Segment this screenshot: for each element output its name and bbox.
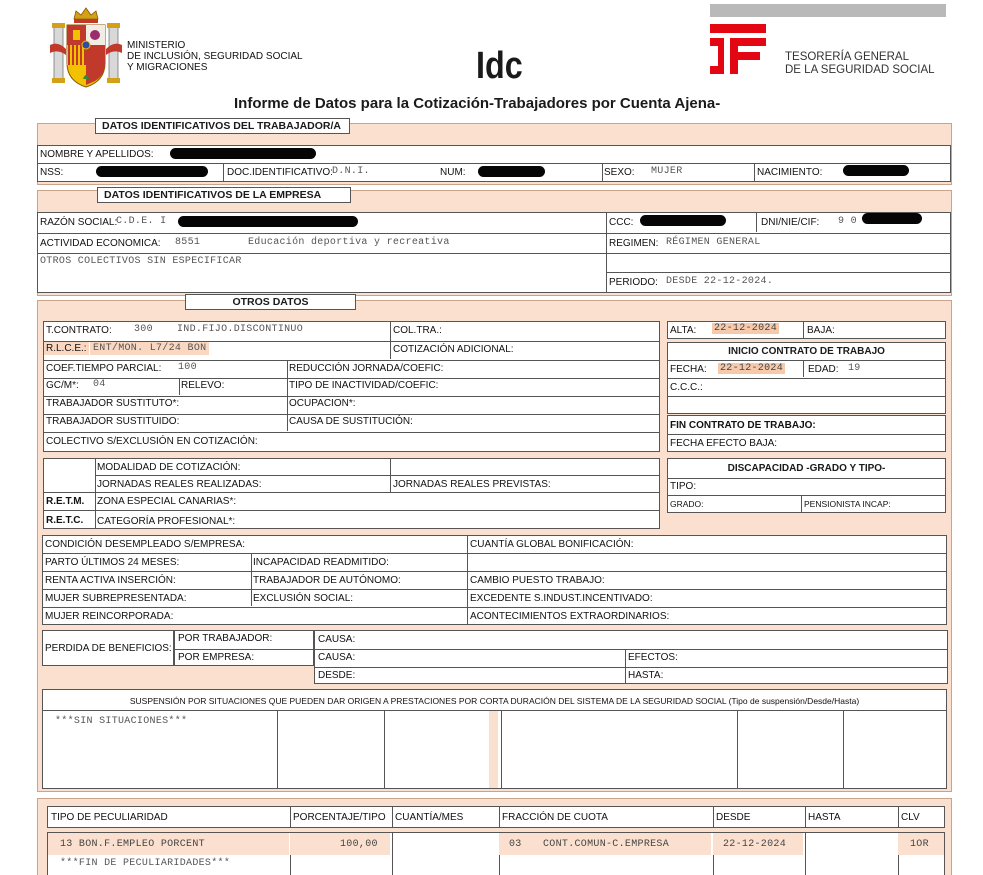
rlce-label: R.L.C.E.:	[46, 343, 87, 354]
regimen-value: RÉGIMEN GENERAL	[666, 237, 761, 248]
mujer-reinc-label: MUJER REINCORPORADA:	[45, 611, 174, 622]
actividad-code: 8551	[175, 237, 201, 248]
categoria-label: CATEGORÍA PROFESIONAL*:	[97, 516, 236, 527]
suspension-gap	[489, 711, 498, 788]
redacted-num	[478, 166, 545, 177]
row-desde: 22-12-2024	[723, 839, 787, 850]
redacted-nss	[96, 166, 208, 177]
top-gray-bar	[710, 4, 946, 17]
col-cuantia-header: CUANTÍA/MES	[395, 812, 464, 823]
tgss-logo-icon	[710, 24, 768, 74]
empresa-section-title: DATOS IDENTIFICATIVOS DE LA EMPRESA	[97, 187, 351, 203]
incap-readmitido-label: INCAPACIDAD READMITIDO:	[253, 557, 389, 568]
ministry-line-3: Y MIGRACIONES	[127, 62, 208, 73]
sexo-label: SEXO:	[604, 167, 635, 178]
cuantia-global-label: CUANTÍA GLOBAL BONIFICACIÓN:	[470, 539, 634, 550]
gcm-label: GC/M*:	[46, 380, 79, 391]
col-hasta-header: HASTA	[808, 812, 841, 823]
cond-desempleado-label: CONDICIÓN DESEMPLEADO S/EMPRESA:	[45, 539, 246, 550]
relevo-label: RELEVO:	[181, 380, 225, 391]
num-label: NUM:	[440, 167, 466, 178]
exclusion-social-label: EXCLUSIÓN SOCIAL:	[253, 593, 354, 604]
document-subtitle: Informe de Datos para la Cotización-Trabajadores por Cuenta Ajena-	[234, 95, 721, 112]
cambio-puesto-label: CAMBIO PUESTO TRABAJO:	[470, 575, 605, 586]
ministry-line-2: DE INCLUSIÓN, SEGURIDAD SOCIAL	[127, 51, 303, 62]
ocupacion-label: OCUPACION*:	[289, 398, 356, 409]
colectivo-exclusion-label: COLECTIVO S/EXCLUSIÓN EN COTIZACIÓN:	[46, 436, 258, 447]
alta-value: 22-12-2024	[714, 323, 778, 334]
fecha-value: 22-12-2024	[720, 363, 784, 374]
causa-emp-label: CAUSA:	[318, 652, 356, 663]
parto-label: PARTO ÚLTIMOS 24 MESES:	[45, 557, 180, 568]
doc-value: D.N.I.	[332, 166, 370, 177]
redacted-ccc	[640, 215, 726, 226]
discapacidad-title: DISCAPACIDAD -GRADO Y TIPO-	[727, 463, 886, 474]
jornadas-realizadas-label: JORNADAS REALES REALIZADAS:	[97, 479, 262, 490]
tgss-name	[785, 51, 935, 77]
actividad-label: ACTIVIDAD ECONOMICA:	[40, 238, 161, 249]
razon-label: RAZÓN SOCIAL:	[40, 217, 118, 228]
colectivo-value: OTROS COLECTIVOS SIN ESPECIFICAR	[40, 256, 242, 267]
retc-label: R.E.T.C.	[46, 515, 84, 526]
row-clv: 1OR	[910, 839, 929, 850]
excedente-label: EXCEDENTE S.INDUST.INCENTIVADO:	[470, 593, 653, 604]
row-fraccion-desc: CONT.COMUN-C.EMPRESA	[543, 839, 670, 850]
desde-label: DESDE:	[318, 670, 356, 681]
inicio-contrato-title: INICIO CONTRATO DE TRABAJO	[728, 346, 885, 357]
sexo-value: MUJER	[651, 166, 683, 177]
col-porcentaje-header: PORCENTAJE/TIPO	[293, 812, 386, 823]
coat-of-arms-icon	[50, 5, 122, 91]
nacimiento-label: NACIMIENTO:	[757, 167, 823, 178]
por-empresa-label: POR EMPRESA:	[178, 652, 255, 663]
cotiz-adicional-label: COTIZACIÓN ADICIONAL:	[393, 344, 514, 355]
tcontrato-label: T.CONTRATO:	[46, 325, 112, 336]
rlce-value: ENT/MON. L7/24 BON	[90, 342, 209, 355]
edad-value: 19	[848, 363, 861, 374]
ministry-name	[127, 40, 303, 73]
dni-label: DNI/NIE/CIF:	[761, 217, 820, 228]
coef-value: 100	[178, 362, 197, 373]
sin-situaciones: ***SIN SITUACIONES***	[55, 716, 188, 727]
ccc-label: CCC:	[609, 217, 634, 228]
hasta-label: HASTA:	[628, 670, 664, 681]
alta-label: ALTA:	[670, 325, 697, 336]
zona-canarias-label: ZONA ESPECIAL CANARIAS*:	[97, 496, 237, 507]
grado-label: GRADO:	[670, 499, 704, 509]
causa-sustitucion-label: CAUSA DE SUSTITUCIÓN:	[289, 416, 413, 427]
col-clv-header: CLV	[901, 812, 920, 823]
edad-label: EDAD:	[808, 364, 839, 375]
periodo-label: PERIODO:	[609, 277, 658, 288]
regimen-label: REGIMEN:	[609, 238, 659, 249]
fin-peculiaridades: ***FIN DE PECULIARIDADES***	[60, 858, 231, 869]
doc-label: DOC.IDENTIFICATIVO:	[227, 167, 333, 178]
ministry-line-1: MINISTERIO	[127, 40, 186, 51]
por-trabajador-label: POR TRABAJADOR:	[178, 633, 273, 644]
trabajador-section-title: DATOS IDENTIFICATIVOS DEL TRABAJADOR/A	[95, 118, 350, 134]
fecha-efecto-label: FECHA EFECTO BAJA:	[670, 438, 778, 449]
causa-trab-label: CAUSA:	[318, 634, 356, 645]
razon-value: C.D.E. I	[116, 216, 167, 227]
fecha-label: FECHA:	[670, 364, 707, 375]
mujer-sub-label: MUJER SUBREPRESENTADA:	[45, 593, 187, 604]
jornadas-previstas-label: JORNADAS REALES PREVISTAS:	[393, 479, 551, 490]
modalidad-label: MODALIDAD DE COTIZACIÓN:	[97, 462, 241, 473]
periodo-value: DESDE 22-12-2024.	[666, 276, 774, 287]
trab-sustituto-label: TRABAJADOR SUSTITUTO*:	[46, 398, 180, 409]
ccc-otros-label: C.C.C.:	[670, 382, 703, 393]
otros-datos-title: OTROS DATOS	[185, 294, 356, 310]
col-tipo-header: TIPO DE PECULIARIDAD	[51, 812, 168, 823]
fin-contrato-title: FIN CONTRATO DE TRABAJO:	[670, 420, 816, 431]
renta-activa-label: RENTA ACTIVA INSERCIÓN:	[45, 575, 176, 586]
tcontrato-code: 300	[134, 324, 153, 335]
redacted-dni	[862, 213, 922, 224]
gcm-value: 04	[93, 379, 106, 390]
redacted-nacimiento	[843, 165, 909, 176]
tipo-label: TIPO:	[670, 481, 697, 492]
tgss-line-1: TESORERÍA GENERAL	[785, 51, 909, 63]
acontecimientos-label: ACONTECIMIENTOS EXTRAORDINARIOS:	[470, 611, 670, 622]
retm-label: R.E.T.M.	[46, 496, 85, 507]
redacted-razon	[178, 216, 358, 227]
coef-label: COEF.TIEMPO PARCIAL:	[46, 363, 162, 374]
coltra-label: COL.TRA.:	[393, 325, 442, 336]
col-desde-header: DESDE	[716, 812, 751, 823]
col-fraccion-header: FRACCIÓN DE CUOTA	[502, 812, 608, 823]
tipo-inactividad-label: TIPO DE INACTIVIDAD/COEFIC:	[289, 380, 439, 391]
trab-sustituido-label: TRABAJADOR SUSTITUIDO:	[46, 416, 180, 427]
actividad-desc: Educación deportiva y recreativa	[248, 237, 450, 248]
tgss-line-2: DE LA SEGURIDAD SOCIAL	[785, 64, 935, 76]
suspension-title: SUSPENSIÓN POR SITUACIONES QUE PUEDEN DAR ORIGEN A PRESTACIONES POR CORTA DURACIÓN DEL SISTEMA DE LA SEGURIDAD SOCIAL (Tipo de suspensión/Desde/Hasta)	[129, 696, 860, 706]
baja-label: BAJA:	[807, 325, 835, 336]
tcontrato-desc: IND.FIJO.DISCONTINUO	[177, 324, 304, 335]
reduccion-label: REDUCCIÓN JORNADA/COEFIC:	[289, 363, 444, 374]
redacted-name	[170, 148, 316, 159]
nss-label: NSS:	[40, 167, 64, 178]
efectos-label: EFECTOS:	[628, 652, 678, 663]
row-tipo: 13 BON.F.EMPLEO PORCENT	[60, 839, 205, 850]
row-fraccion-code: 03	[509, 839, 522, 850]
trab-autonomo-label: TRABAJADOR DE AUTÓNOMO:	[253, 575, 401, 586]
row-porcentaje: 100,00	[340, 839, 378, 850]
perdida-label: PERDIDA DE BENEFICIOS:	[45, 643, 172, 654]
nombre-label: NOMBRE Y APELLIDOS:	[40, 149, 154, 160]
document-code: Idc	[476, 45, 523, 87]
dni-value: 9 0	[838, 216, 857, 227]
pensionista-label: PENSIONISTA INCAP:	[804, 499, 891, 509]
